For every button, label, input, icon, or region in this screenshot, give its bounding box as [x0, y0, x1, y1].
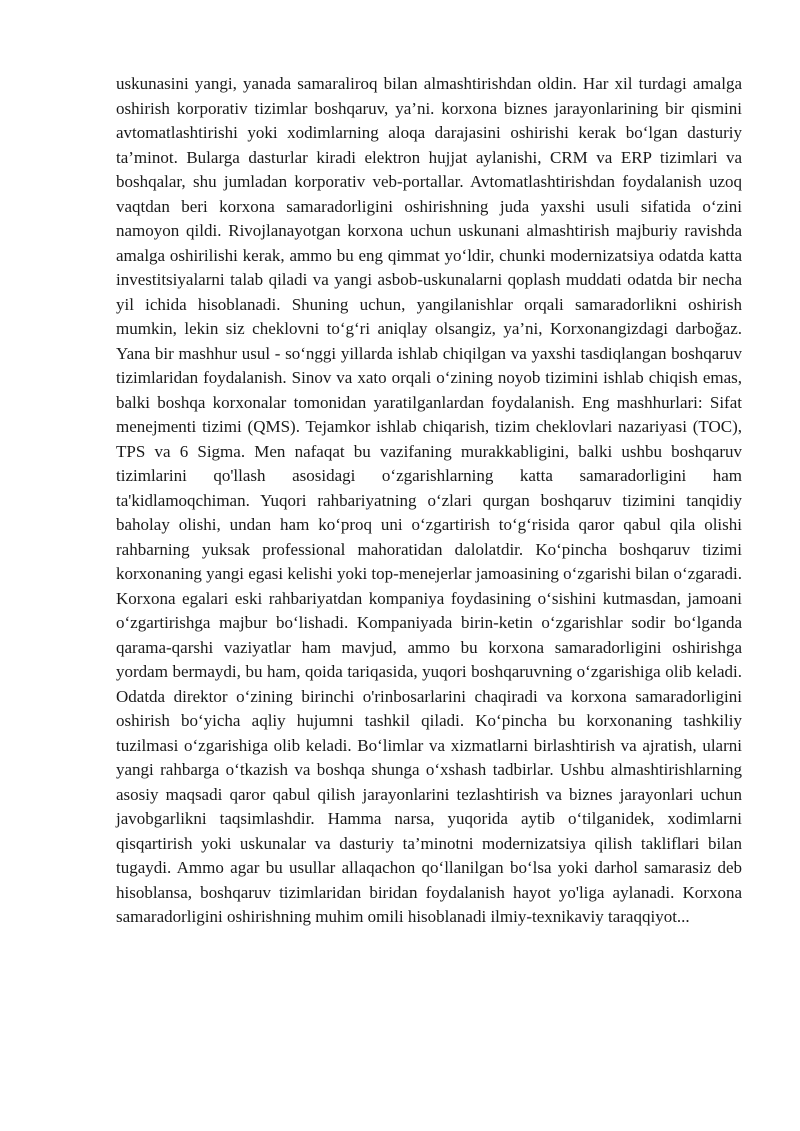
- body-paragraph: uskunasini yangi, yanada samaraliroq bilan almashtirishdan oldin. Har xil turdagi amalga oshirish korporativ tizimlar boshqaruv, ya’ni. korxona biznes jarayonlarining bir qismini avtomatlashtirishi yoki xodimlarning aloqa darajasini oshirishi kerak bo‘lgan dasturiy ta’minot. Bularga dasturlar kiradi elektron hujjat aylanishi, CRM va ERP tizimlari va boshqalar, shu jumladan korporativ veb-portallar. Avtomatlashtirishdan foydalanish uzoq vaqtdan beri korxona samaradorligini oshirishning juda yaxshi usuli sifatida o‘zini namoyon qildi. Rivojlanayotgan korxona uchun uskunani almashtirish majburiy ravishda amalga oshirilishi kerak, ammo bu eng qimmat yo‘ldir, chunki modernizatsiya odatda katta investitsiyalarni talab qiladi va yangi asbob-uskunalarni qoplash muddati odatda bir necha yil ichida hisoblanadi. Shuning uchun, yangilanishlar orqali samaradorlikni oshirish mumkin, lekin siz cheklovni to‘g‘ri aniqlay olsangiz, ya’ni, Korxonangizdagi darboğaz. Yana bir mashhur usul - so‘nggi yillarda ishlab chiqilgan va yaxshi tasdiqlangan boshqaruv tizimlaridan foydalanish. Sinov va xato orqali o‘zining noyob tizimini ishlab chiqish emas, balki boshqa korxonalar tomonidan yaratilganlardan foydalanish. Eng mashhurlari: Sifat menejmenti tizimi (QMS). Tejamkor ishlab chiqarish, tizim cheklovlari nazariyasi (TOC), TPS va 6 Sigma. Men nafaqat bu vazifaning murakkabligini, balki ushbu boshqaruv tizimlarini qo'llash asosidagi o‘zgarishlarning katta samaradorligini ham ta'kidlamoqchiman. Yuqori rahbariyatning o‘zlari qurgan boshqaruv tizimini tanqidiy baholay olishi, undan ham ko‘proq uni o‘zgartirish to‘g‘risida qaror qabul qila olishi rahbarning yuksak professional mahoratidan dalolatdir. Ko‘pincha boshqaruv tizimi korxonaning yangi egasi kelishi yoki top-menejerlar jamoasining o‘zgarishi bilan o‘zgaradi. Korxona egalari eski rahbariyatdan kompaniya foydasining o‘sishini kutmasdan, jamoani o‘zgartirishga majbur bo‘lishadi. Kompaniyada birin-ketin o‘zgarishlar sodir bo‘lganda qarama-qarshi vaziyatlar ham mavjud, ammo bu korxona samaradorligini oshirishga yordam bermaydi, bu ham, qoida tariqasida, yuqori boshqaruvning o‘zgarishiga olib keladi. Odatda direktor o‘zining birinchi o'rinbosarlarini chaqiradi va korxona samaradorligini oshirish bo‘yicha aqliy hujumni tashkil qiladi. Ko‘pincha bu korxonaning tashkiliy tuzilmasi o‘zgarishiga olib keladi. Bo‘limlar va xizmatlarni birlashtirish va ajratish, ularni yangi rahbarga o‘tkazish va boshqa shunga o‘xshash tadbirlar. Ushbu almashtirishlarning asosiy maqsadi qaror qabul qilish jarayonlarini tezlashtirish va biznes jarayonlari uchun javobgarlikni taqsimlashdir. Hamma narsa, yuqorida aytib o‘tilganidek, xodimlarni qisqartirish yoki uskunalar va dasturiy ta’minotni modernizatsiya qilish takliflari bilan tugaydi. Ammo agar bu usullar allaqachon qo‘llanilgan bo‘lsa yoki darhol samarasiz deb hisoblansa, boshqaruv tizimlaridan biridan foydalanish hayot yo'liga aylanadi. Korxona samaradorligini oshirishning muhim omili hisoblanadi ilmiy-texnikaviy taraqqiyot...: [116, 74, 742, 926]
